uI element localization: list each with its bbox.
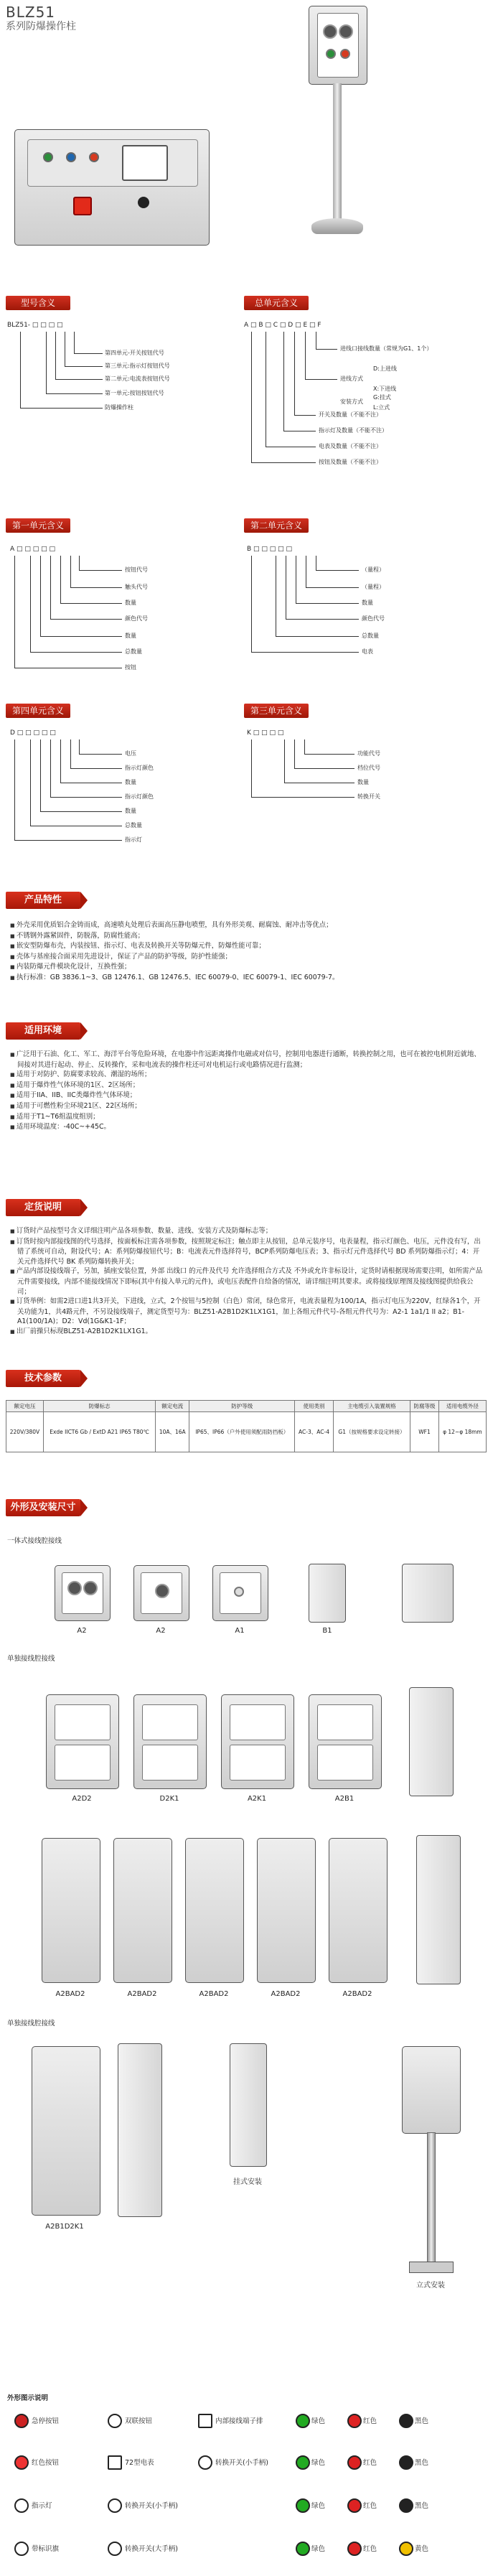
red-icon xyxy=(347,2455,362,2470)
legend-item: 绿色 xyxy=(311,2417,326,2425)
legend-item: 双联按钮 xyxy=(125,2417,153,2425)
red-icon xyxy=(347,2414,362,2428)
caption: A2 xyxy=(77,1627,87,1635)
legend-item: 转换开关(小手柄) xyxy=(125,2502,178,2510)
green-icon xyxy=(296,2498,310,2513)
drawing-side-3 xyxy=(409,1687,454,1796)
unit4-label-3: 数量 xyxy=(125,779,136,785)
dims-subtitle-3: 单独接线腔接线 xyxy=(7,2020,55,2027)
drawing-a2bad2 xyxy=(185,1838,244,1983)
ordering-list xyxy=(10,1226,484,1338)
caption: B1 xyxy=(322,1627,332,1635)
legend-item: 红色 xyxy=(363,2545,377,2553)
application-item: ■ 适用于对防护、防腐要求较高、潮湿的场所； xyxy=(17,1070,484,1081)
general-label-9: 指示灯及数量（不能不注） xyxy=(319,427,388,434)
general-label-8: 开关及数量（不能不注） xyxy=(319,411,382,418)
table-cell: WF1 xyxy=(410,1412,439,1452)
drawing-wall-mount xyxy=(230,2043,267,2167)
caption: A2BAD2 xyxy=(55,1990,85,1998)
caption: A2BAD2 xyxy=(271,1990,301,1998)
flag-icon xyxy=(14,2542,29,2556)
ordering-item: ■ 订货举例：如需2进口进1共3开关，下进线，立式，2个按钮与5控制（白色）常闭，绿色常开，电流表量程为100/1A，指示灯电压为220V，红绿各1个，开关功能为1，共4路元件，不另设接线端子，测定货型号为：BLZ51-A2B1D2K1LX1G1，加上各组元件代号-各组元件代号为：A2-1 1a1/1 II a2；B1-A1(100/1A)；D2：Vd(1G&K1-1F； xyxy=(17,1297,484,1327)
general-label-2: 进线方式 xyxy=(340,375,363,382)
application-item: ■ 广泛用于石油、化工、军工、海洋平台等危险环境，在电器中作远距离操作电磁或对信号，控制用电器进行通断，转换控制之用，也可在被控电机附近就地、间接对其进行起动、停止、反转操作，采和电流表的操作柱还可对电机运行或电路情况进行监测； xyxy=(17,1050,484,1070)
general-meaning-tag: 总单元含义 xyxy=(244,296,309,310)
drawing-side-2 xyxy=(402,1564,454,1623)
red-icon xyxy=(347,2498,362,2513)
table-header: 适用电缆外径 xyxy=(438,1401,486,1412)
ordering-section-title: 定货说明 xyxy=(6,1199,80,1216)
legend-item: 转换开关(小手柄) xyxy=(215,2459,268,2467)
unit4-tag: 第四单元含义 xyxy=(6,704,70,718)
indicator-lamp-icon xyxy=(14,2498,29,2513)
legend-item: 红色 xyxy=(363,2459,377,2467)
black-icon xyxy=(399,2414,413,2428)
caption: D2K1 xyxy=(159,1795,179,1803)
applications-section-title: 适用环境 xyxy=(6,1022,80,1040)
ordering-item: ■ 产品内部设接线端子，另加，插座安装位置，外部 出线口 的元件及代号 允许选择组合方式及 不外或允许非标设计，定货时请根据现场需要注明，如所需产品元件需要接线，内部不能接线情况下即标(其中有接入单元的元件)，或电压表配件自给备的情况，请详细注明其要求。或将接线原理图及接线图提供给我公司； xyxy=(17,1266,484,1297)
terminal-block-icon xyxy=(198,2414,212,2428)
unit2-tag: 第二单元含义 xyxy=(244,518,309,533)
table-cell: 220V/380V xyxy=(6,1412,44,1452)
features-list xyxy=(10,920,484,984)
unit1-tag: 第一单元含义 xyxy=(6,518,70,533)
table-header: 额定电压 xyxy=(6,1401,44,1412)
unit2-label-4: 颜色代号 xyxy=(362,615,385,622)
features-section-title: 产品特性 xyxy=(6,892,80,909)
general-label-4: X:下进线 xyxy=(373,386,397,392)
model-code: BLZ51- □ □ □ □ xyxy=(7,322,63,329)
unit4-label-7: 指示灯 xyxy=(125,836,142,843)
general-label-6: G:挂式 xyxy=(373,394,391,401)
caption: A2B1D2K1 xyxy=(45,2223,84,2231)
unit1-label-1: 按钮代号 xyxy=(125,566,148,573)
tech-table xyxy=(6,1400,487,1452)
drawing-a2bad2 xyxy=(113,1838,172,1983)
hero-column-image xyxy=(301,3,380,244)
unit1-label-3: 数量 xyxy=(125,599,136,606)
general-label-11: 按钮及数量（不能不注） xyxy=(319,459,382,465)
unit1-label-2: 触头代号 xyxy=(125,584,148,590)
legend-item: 黑色 xyxy=(415,2459,429,2467)
drawing-pillar-base xyxy=(409,2262,454,2273)
legend-item: 黑色 xyxy=(415,2417,429,2425)
feature-item: ■ 内装防爆元件模块化设计，互换性强； xyxy=(17,962,484,973)
model-title: BLZ51 xyxy=(6,4,56,21)
double-button-icon xyxy=(108,2414,122,2428)
unit1-code: A □ □ □ □ □ xyxy=(10,546,55,553)
general-label-10: 电表及数量（不能不注） xyxy=(319,443,382,449)
table-row xyxy=(6,1412,487,1452)
small-handle-switch-icon xyxy=(198,2455,212,2470)
application-item: ■ 适用环境温度：-40C~+45C。 xyxy=(17,1122,484,1133)
tech-section-title: 技术参数 xyxy=(6,1370,80,1387)
legend-item: 内部接线端子排 xyxy=(215,2417,263,2425)
feature-item: ■ 壳体与基座接合面采用先进设计，保证了产品的防护等级，防护性能强； xyxy=(17,952,484,963)
black-icon xyxy=(399,2455,413,2470)
legend-item: 黑色 xyxy=(415,2502,429,2510)
model-label-1: 第四单元-开关按钮代号 xyxy=(105,350,164,356)
unit1-label-4: 颜色代号 xyxy=(125,615,148,622)
unit1-label-7: 按钮 xyxy=(125,664,136,671)
caption: A2D2 xyxy=(72,1795,92,1803)
caption: A1 xyxy=(235,1627,245,1635)
dims-subtitle-1: 一体式接线腔接线 xyxy=(7,1537,62,1545)
model-label-5: 防爆操作柱 xyxy=(105,404,133,411)
caption: A2BAD2 xyxy=(127,1990,157,1998)
unit4-label-2: 指示灯颜色 xyxy=(125,765,154,771)
unit4-code: D □ □ □ □ □ xyxy=(10,729,56,737)
caption: A2 xyxy=(156,1627,166,1635)
unit3-label-2: 档位代号 xyxy=(357,765,380,771)
model-label-2: 第三单元:指示灯按钮代号 xyxy=(105,363,170,369)
table-header: 防腐等级 xyxy=(410,1401,439,1412)
feature-item: ■ 外壳采用优质铝合金铸而成，高速喷丸处理后表面高压静电喷塑，具有外形美观、耐腐蚀、耐冲击等优点； xyxy=(17,920,484,931)
table-header-row xyxy=(6,1401,487,1412)
legend-item: 指示灯 xyxy=(32,2502,52,2510)
drawing-pillar-pole xyxy=(427,2132,436,2263)
unit2-label-5: 总数量 xyxy=(362,633,379,639)
application-item: ■ 适用于T1~T6组温度组别； xyxy=(17,1112,484,1123)
legend-item: 黄色 xyxy=(415,2545,429,2553)
legend-item: 绿色 xyxy=(311,2545,326,2553)
yellow-icon xyxy=(399,2542,413,2556)
meter-icon xyxy=(108,2455,122,2470)
general-label-5: 安装方式 xyxy=(340,398,363,405)
table-cell: Exde IICT6 Gb / ExtD A21 IP65 T80℃ xyxy=(43,1412,155,1452)
unit3-code: K □ □ □ □ xyxy=(247,729,284,737)
ordering-item: ■ 出厂前操只标现BLZ51-A2B1D2K1LX1G1。 xyxy=(17,1327,484,1338)
legend-item: 绿色 xyxy=(311,2459,326,2467)
legend-item: 绿色 xyxy=(311,2502,326,2510)
drawing-a2bad2 xyxy=(329,1838,388,1983)
ordering-item: ■ 订货时按内部接线图的代号选择，按面板标注需各项参数，按照规定标注；触点即主从按钮，总单元装序号，电表量程，指示灯颜色、电压，元件没有写，出错了系统可自动，附设代号；A：系列防爆按钮代号；B：电流表元件选择符号，BCP系列防爆电压表；3、指示灯元件选择代号 BD 系列防爆指示灯；4：开关元件选择代号 BK 系列防爆转换开关； xyxy=(17,1237,484,1267)
ordering-item: ■ 订货时产品按型号含义详细注明产品各项参数、数量、进线、安装方式及防爆标志等； xyxy=(17,1226,484,1237)
unit3-tag: 第三单元含义 xyxy=(244,704,309,718)
drawing-b1-side xyxy=(309,1564,346,1623)
legend-item: 红色 xyxy=(363,2502,377,2510)
unit2-label-2: （量程） xyxy=(362,584,385,590)
unit1-label-6: 总数量 xyxy=(125,648,142,655)
drawing-a2bad2 xyxy=(257,1838,316,1983)
drawing-side-4 xyxy=(416,1835,461,1984)
legend-item: 72型电表 xyxy=(125,2459,154,2467)
red-icon xyxy=(347,2542,362,2556)
unit3-label-4: 转换开关 xyxy=(357,793,380,800)
drawing-a2bad2 xyxy=(42,1838,100,1983)
table-cell: IP65、IP66（户外使用须配雨防挡板） xyxy=(189,1412,295,1452)
table-cell: φ 12~φ 18mm xyxy=(438,1412,486,1452)
application-item: ■ 适用于可燃性粉尘环境21区、22区场所； xyxy=(17,1101,484,1112)
green-icon xyxy=(296,2542,310,2556)
legend-item: 红色 xyxy=(363,2417,377,2425)
general-label-3: D:上进线 xyxy=(373,365,397,372)
feature-item: ■ 嵌安型防爆布壳，内装按钮、指示灯、电表及转换开关等防爆元件，防爆性能可靠； xyxy=(17,941,484,952)
small-handle-switch-icon xyxy=(108,2498,122,2513)
red-button-icon xyxy=(14,2455,29,2470)
table-header: 额定电流 xyxy=(156,1401,189,1412)
table-cell: AC-3、AC-4 xyxy=(295,1412,334,1452)
caption: A2B1 xyxy=(334,1795,355,1803)
emergency-stop-icon xyxy=(14,2414,29,2428)
caption: A2BAD2 xyxy=(199,1990,229,1998)
caption: 挂式安装 xyxy=(233,2178,262,2186)
model-label-3: 第二单元:电流表按钮代号 xyxy=(105,375,170,382)
dims-subtitle-2: 单独接线腔接线 xyxy=(7,1655,55,1663)
drawing-side-5 xyxy=(118,2043,162,2217)
table-header: 防护等级 xyxy=(189,1401,295,1412)
unit3-label-1: 功能代号 xyxy=(357,750,380,757)
legend-item: 急停按钮 xyxy=(32,2417,60,2425)
legend-item: 红色按钮 xyxy=(32,2459,60,2467)
unit4-label-5: 数量 xyxy=(125,808,136,814)
general-label-1: 进线口接线数量（常规为G1、1个） xyxy=(340,345,433,352)
general-code: A □ B □ C □ D □ E □ F xyxy=(244,322,321,329)
general-label-7: L:立式 xyxy=(373,404,390,411)
caption: A2BAD2 xyxy=(342,1990,372,1998)
feature-item: ■ 不锈钢外露紧固件，防脱落，防腐性能高； xyxy=(17,931,484,942)
large-handle-switch-icon xyxy=(108,2542,122,2556)
applications-list xyxy=(10,1050,484,1133)
caption: A2K1 xyxy=(247,1795,267,1803)
drawing-pillar-top xyxy=(402,2046,461,2134)
drawing-a2b1d2k1 xyxy=(32,2046,100,2216)
model-label-4: 第一单元:按钮按钮代号 xyxy=(105,390,164,396)
table-cell: G1（按规格要求设定转接） xyxy=(333,1412,410,1452)
table-header: 防爆标志 xyxy=(43,1401,155,1412)
unit2-label-1: （量程） xyxy=(362,566,385,573)
caption: 立式安装 xyxy=(416,2282,445,2290)
table-cell: 10A、16A xyxy=(156,1412,189,1452)
legend-item: 转换开关(大手柄) xyxy=(125,2545,178,2553)
table-header: 主电缆引入装置规格 xyxy=(333,1401,410,1412)
green-icon xyxy=(296,2455,310,2470)
unit2-code: B □ □ □ □ □ xyxy=(247,546,292,553)
unit2-label-3: 数量 xyxy=(362,599,373,606)
series-title: 系列防爆操作柱 xyxy=(6,21,76,32)
unit4-label-1: 电压 xyxy=(125,750,136,757)
unit1-label-5: 数量 xyxy=(125,633,136,639)
unit4-label-4: 指示灯颜色 xyxy=(125,793,154,800)
model-meaning-tag: 型号含义 xyxy=(6,296,70,310)
table-header: 使用类别 xyxy=(295,1401,334,1412)
page-header xyxy=(6,4,76,33)
unit3-label-3: 数量 xyxy=(357,779,369,785)
legend-item: 带标识旗 xyxy=(32,2545,60,2553)
application-item: ■ 适用于IIA、IIB、IIC类爆炸性气体环境； xyxy=(17,1091,484,1101)
unit2-label-6: 电表 xyxy=(362,648,373,655)
green-icon xyxy=(296,2414,310,2428)
hero-enclosure-image xyxy=(14,108,230,244)
dims-section-title: 外形及安装尺寸 xyxy=(6,1499,80,1516)
black-icon xyxy=(399,2498,413,2513)
unit4-label-6: 总数量 xyxy=(125,822,142,829)
feature-item: ■ 执行标准：GB 3836.1~3、GB 12476.1、GB 12476.5、IEC 60079-0、IEC 60079-1、IEC 60079-7。 xyxy=(17,973,484,984)
legend-title: 外形图示说明 xyxy=(7,2394,49,2402)
application-item: ■ 适用于爆炸性气体环境的1区、2区场所； xyxy=(17,1081,484,1091)
